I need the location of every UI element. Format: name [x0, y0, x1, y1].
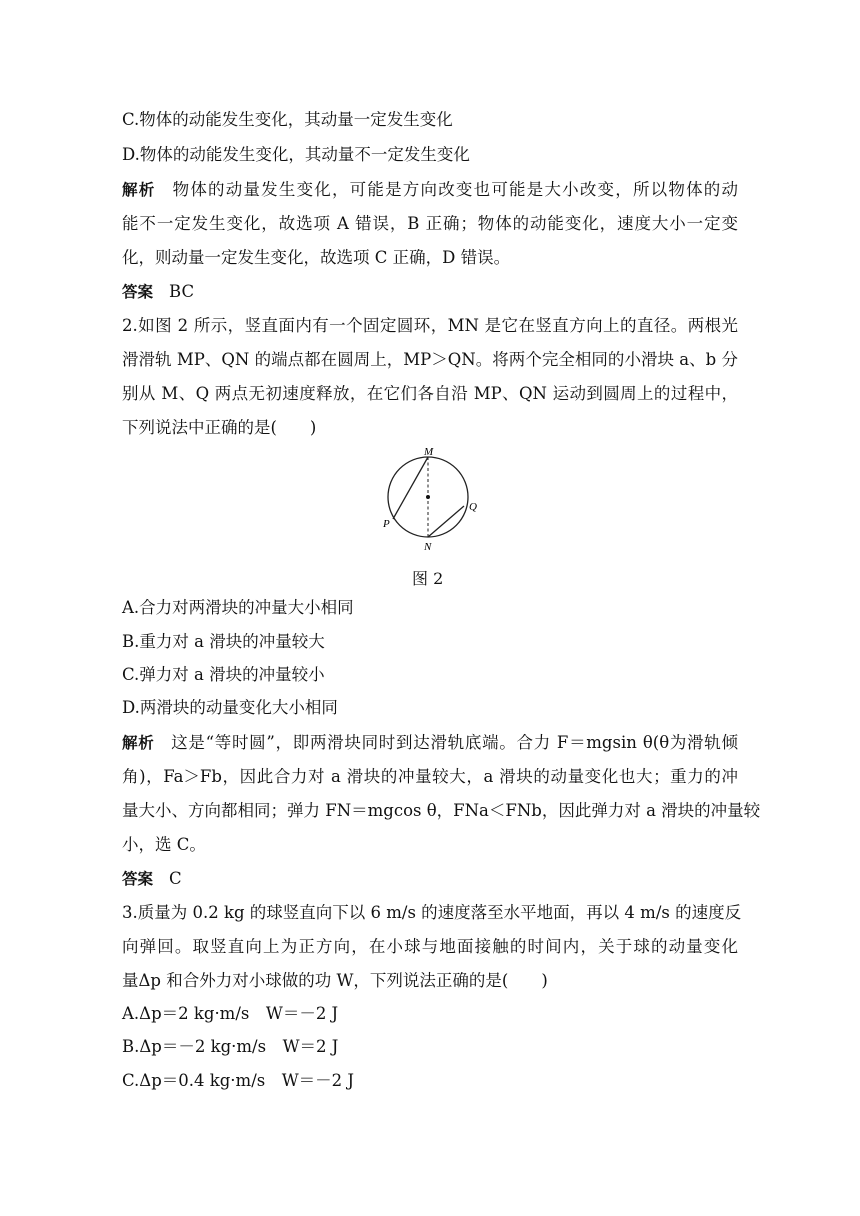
analysis-label: 解析 [122, 181, 156, 199]
question-2-line-1: 2.如图 2 所示，竖直面内有一个固定圆环，MN 是它在竖直方向上的直径。两根光 [122, 316, 738, 335]
circle-diagram [380, 444, 484, 556]
answer-value: BC [169, 282, 195, 301]
analysis-label-2: 解析 [122, 734, 155, 752]
label-q: Q [469, 501, 477, 513]
question-3-line-1: 3.质量为 0.2 kg 的球竖直向下以 6 m/s 的速度落至水平地面，再以 4 m/s 的速度反 [122, 903, 742, 922]
center-dot [426, 495, 430, 499]
answer-label: 答案 [122, 283, 154, 301]
option-d-line: D.物体的动能发生变化，其动量不一定发生变化 [122, 145, 470, 164]
question-2-line-3: 别从 M、Q 两点无初速度释放，在它们各自沿 MP、QN 运动到圆周上的过程中， [122, 384, 738, 403]
analysis-text-2: 这是“等时圆”，即两滑块同时到达滑轨底端。合力 F＝mgsin θ(θ为滑轨倾 [170, 733, 738, 752]
analysis-2-line-4: 小，选 C。 [122, 835, 206, 854]
option-b-line: B.重力对 a 滑块的冲量较大 [122, 632, 325, 651]
analysis-text: 物体的动量发生变化，可能是方向改变也可能是大小改变，所以物体的动 [171, 180, 738, 199]
option-a-line-3: A.Δp＝2 kg·m/s W＝－2 J [122, 1004, 339, 1023]
rail-mp [393, 457, 428, 519]
analysis-2-line-3: 量大小、方向都相同；弹力 FN＝mgcos θ，FNa＜FNb，因此弹力对 a 滑块的冲量较 [122, 801, 761, 820]
label-p: P [383, 518, 390, 530]
question-2-line-4: 下列说法中正确的是( ) [122, 418, 317, 437]
question-3-line-3: 量Δp 和合外力对小球做的功 W，下列说法正确的是( ) [122, 971, 548, 990]
question-2-line-2: 滑滑轨 MP、QN 的端点都在圆周上，MP＞QN。将两个完全相同的小滑块 a、b 分 [122, 350, 738, 369]
question-3-line-2: 向弹回。取竖直向上为正方向，在小球与地面接触的时间内，关于球的动量变化 [122, 937, 738, 956]
option-b-line-3: B.Δp＝－2 kg·m/s W＝2 J [122, 1037, 339, 1056]
analysis-1-line-2: 能不一定发生变化，故选项 A 错误，B 正确；物体的动能变化，速度大小一定变 [122, 214, 738, 233]
answer-2-line [122, 869, 738, 889]
answer-1-line [122, 282, 738, 302]
label-n: N [424, 541, 432, 553]
analysis-2-line-2: 角)，Fa＞Fb，因此合力对 a 滑块的冲量较大，a 滑块的动量变化也大；重力的冲 [122, 767, 738, 786]
label-m: M [424, 446, 434, 458]
option-c-line-3: C.Δp＝0.4 kg·m/s W＝－2 J [122, 1071, 355, 1090]
option-c-line: C.物体的动能发生变化，其动量一定发生变化 [122, 110, 453, 129]
option-a-line: A.合力对两滑块的冲量大小相同 [122, 598, 354, 617]
figure-caption: 图 2 [412, 569, 444, 588]
analysis-2-line-1 [122, 733, 738, 753]
analysis-1-line-1 [122, 180, 738, 200]
option-c-line-2: C.弹力对 a 滑块的冲量较小 [122, 665, 325, 684]
analysis-1-line-3: 化，则动量一定发生变化，故选项 C 正确，D 错误。 [122, 248, 511, 267]
option-d-line-2: D.两滑块的动量变化大小相同 [122, 698, 338, 717]
answer-value-2: C [169, 869, 182, 888]
answer-label-2: 答案 [122, 870, 154, 888]
